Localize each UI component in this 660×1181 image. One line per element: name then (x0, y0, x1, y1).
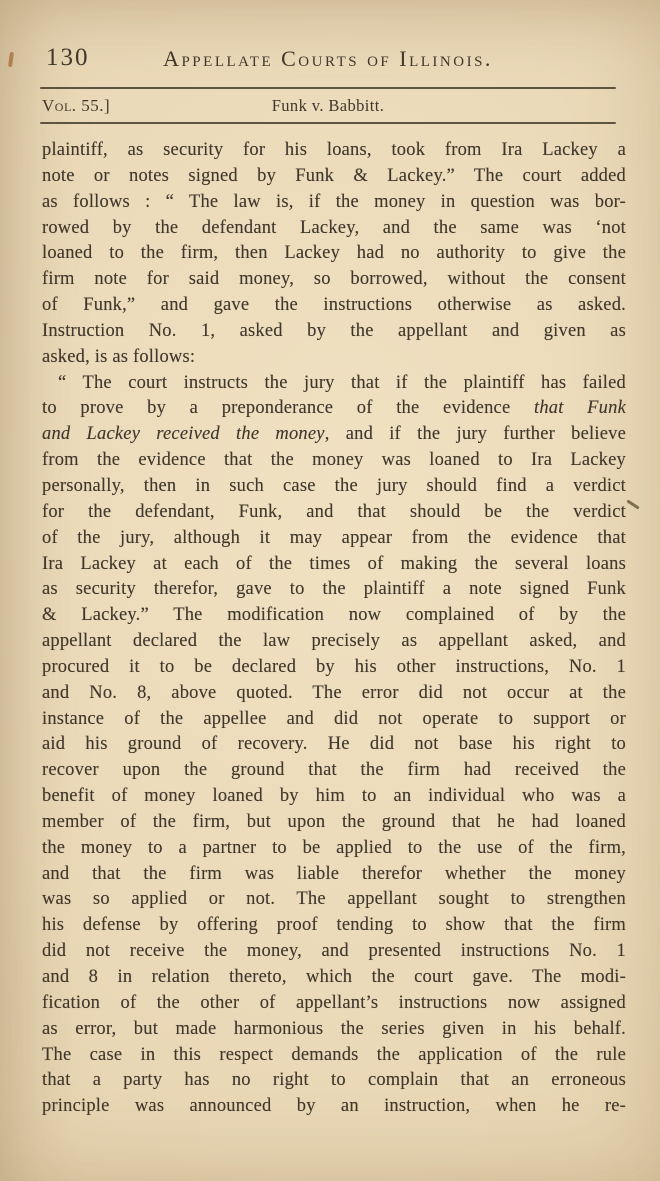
text-line: principle was announced by an instruction, when he re- (42, 1096, 626, 1117)
volume-label: Vol. 55.] (42, 96, 111, 115)
text-line: was so applied or not. The appellant sought to strengthen (42, 889, 626, 910)
text-line: recover upon the ground that the firm had received the (42, 760, 626, 781)
text-line: of Funk,” and gave the instructions otherwise as asked. (42, 295, 626, 316)
text-line: his defense by offering proof tending to show that the firm (42, 915, 626, 936)
text-line: The case in this respect demands the application of the rule (42, 1044, 626, 1065)
text-line: instance of the appellee and did not operate to support or (42, 708, 626, 729)
text-line: loaned to the firm, then Lackey had no authority to give the (42, 243, 626, 264)
text-line: the money to a partner to be applied to the use of the firm, (42, 837, 626, 858)
text-line: member of the firm, but upon the ground that he had loaned (42, 811, 626, 832)
text-line: that a party has no right to complain that an erroneous (42, 1070, 626, 1091)
text-line: “ The court instructs the jury that if the plaintiff has failed (58, 372, 626, 393)
text-line: to prove by a preponderance of the evidence that Funk (42, 398, 626, 419)
text-line: and 8 in relation thereto, which the court gave. The modi- (42, 967, 626, 987)
running-title: Appellate Courts of Illinois. (163, 46, 493, 71)
text-line: and Lackey received the money, and if the jury further believe (42, 424, 627, 445)
text-line: Instruction No. 1, asked by the appellant and given as (42, 320, 626, 341)
text-line: for the defendant, Funk, and that should be the verdict (42, 501, 626, 522)
text-line: procured it to be declared by his other instructions, No. 1 (42, 656, 626, 677)
text-line: did not receive the money, and presented instructions No. 1 (42, 941, 626, 962)
text-line: fication of the other of appellant’s instructions now assigned (42, 992, 626, 1013)
text-line: as error, but made harmonious the series given in his behalf. (42, 1018, 626, 1039)
text-line: appellant declared the law precisely as appellant asked, and (42, 631, 626, 652)
text-line: as security therefor, gave to the plaintiff a note signed Funk (42, 579, 626, 600)
text-line: from the evidence that the money was loaned to Ira Lackey (42, 450, 626, 471)
header-rule-bottom (40, 122, 616, 124)
margin-mark-left (8, 52, 14, 67)
text-line: asked, is as follows: (42, 346, 196, 367)
header-rule-top (40, 87, 616, 89)
text-line: note or notes signed by Funk & Lackey.” The court added (42, 165, 626, 186)
margin-mark-right (626, 499, 639, 509)
text-line: and that the firm was liable therefor whether the money (42, 863, 626, 884)
text-line: & Lackey.” The modification now complained of by the (42, 605, 626, 626)
text-line: personally, then in such case the jury should find a verdict (42, 475, 626, 496)
text-line: plaintiff, as security for his loans, took from Ira Lackey a (42, 140, 626, 160)
text-line: firm note for said money, so borrowed, without the consent (42, 269, 626, 290)
text-line: rowed by the defendant Lackey, and the same was ‘not (42, 217, 626, 238)
text-line: of the jury, although it may appear from the evidence that (42, 527, 626, 548)
text-line: as follows : “ The law is, if the money in question was bor- (42, 191, 626, 212)
text-line: benefit of money loaned by him to an individual who was a (42, 786, 626, 807)
case-name: Funk v. Babbitt. (271, 96, 385, 115)
text-line: and No. 8, above quoted. The error did not occur at the (42, 682, 626, 703)
text-line: aid his ground of recovery. He did not base his right to (42, 734, 626, 755)
body-text (42, 138, 626, 1120)
text-line: Ira Lackey at each of the times of making the several loans (42, 553, 626, 574)
page-number: 130 (46, 44, 90, 71)
